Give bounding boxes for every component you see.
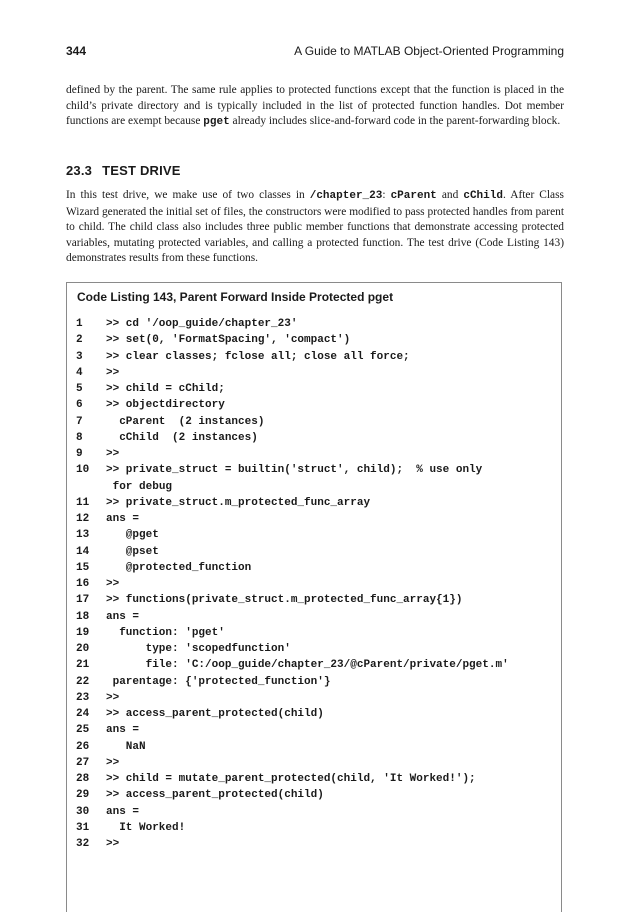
code-line (76, 706, 556, 722)
line-text: @protected_function (106, 561, 252, 574)
code-line (76, 722, 556, 738)
code-line (76, 544, 556, 560)
line-number: 24 (76, 708, 90, 720)
line-number: 19 (76, 626, 90, 639)
code-line (76, 641, 556, 657)
code-line (76, 804, 556, 820)
code-line (76, 381, 556, 397)
line-text: cParent (2 instances) (106, 415, 265, 428)
line-number: 18 (76, 610, 90, 623)
line-number: 2 (76, 334, 83, 347)
line-text: ans = (106, 805, 140, 818)
line-number: 28 (76, 773, 90, 785)
line-text: @pset (106, 545, 159, 558)
intro-paragraph (66, 83, 564, 131)
code-line (76, 739, 556, 755)
code-line (76, 674, 556, 690)
code-line (76, 560, 556, 576)
line-text: >> (106, 578, 120, 590)
code-line (76, 592, 556, 608)
line-text: >> (106, 691, 120, 704)
inline-code-cchild: cChild (463, 190, 503, 202)
code-line (76, 511, 556, 527)
code-line (76, 787, 556, 803)
line-text: >> (106, 756, 120, 769)
code-line (76, 836, 556, 852)
code-line (76, 316, 556, 332)
line-number: 29 (76, 789, 90, 802)
line-number: 13 (76, 529, 90, 542)
line-text: >> cd '/oop_guide/chapter_23' (106, 318, 298, 330)
line-number: 10 (76, 464, 90, 477)
test-drive-paragraph (66, 188, 564, 267)
line-text: >> access_parent_protected(child) (106, 708, 324, 720)
line-number: 20 (76, 643, 90, 655)
code-line (76, 609, 556, 625)
line-text: >> (106, 366, 120, 379)
td-text-1: In this test drive, we make use of two classes in (66, 189, 310, 201)
line-text: >> child = cChild; (106, 383, 225, 395)
line-text: @pget (106, 529, 159, 542)
line-text: >> child = mutate_parent_protected(child, 'It Worked!'); (106, 773, 476, 785)
code-line (76, 576, 556, 592)
line-number: 1 (76, 318, 83, 330)
line-text: >> private_struct = builtin('struct', child); % use only for debug (106, 464, 483, 493)
section-title: TEST DRIVE (102, 163, 181, 178)
code-line (76, 414, 556, 430)
line-number: 30 (76, 805, 90, 818)
line-number: 7 (76, 415, 83, 428)
line-text: >> private_struct.m_protected_func_array (106, 496, 371, 509)
code-line (76, 755, 556, 771)
line-text: It Worked! (106, 821, 186, 834)
line-number: 15 (76, 561, 90, 574)
line-text: >> functions(private_struct.m_protected_func_array{1}) (106, 594, 463, 607)
line-number: 6 (76, 399, 83, 412)
td-text-2: : (382, 189, 391, 201)
code-line (76, 495, 556, 511)
line-number: 12 (76, 513, 90, 525)
line-number: 8 (76, 431, 83, 444)
code-line (76, 462, 556, 495)
line-text: >> access_parent_protected(child) (106, 789, 324, 802)
line-number: 11 (76, 496, 90, 509)
line-number: 9 (76, 448, 83, 460)
line-text: >> clear classes; fclose all; close all force; (106, 350, 410, 363)
code-line (76, 349, 556, 365)
line-text: function: 'pget' (106, 626, 225, 639)
line-text: cChild (2 instances) (106, 431, 258, 444)
line-number: 23 (76, 691, 90, 704)
line-text: >> (106, 448, 120, 460)
line-number: 27 (76, 756, 90, 769)
code-line (76, 771, 556, 787)
line-number: 3 (76, 350, 83, 363)
intro-text-2: already includes slice-and-forward code in the parent-forwarding block. (229, 115, 561, 127)
line-text: ans = (106, 513, 140, 525)
td-text-3: and (436, 189, 464, 201)
line-text: parentage: {'protected_function'} (106, 675, 331, 688)
line-text: NaN (106, 740, 146, 753)
code-line (76, 397, 556, 413)
code-listing-title: Code Listing 143, Parent Forward Inside Protected pget (77, 290, 394, 304)
intro-text-1: defined by the parent. The same rule applies to protected functions except that the function is placed in the child’s private directory and is typically included in the list of protected function handles. Dot member functions are exempt because (66, 84, 564, 127)
line-text: >> objectdirectory (106, 399, 225, 412)
line-number: 26 (76, 740, 90, 753)
line-text: ans = (106, 724, 140, 737)
line-text: file: 'C:/oop_guide/chapter_23/@cParent/private/pget.m' (106, 659, 509, 672)
line-text: >> set(0, 'FormatSpacing', 'compact') (106, 334, 351, 347)
book-title: A Guide to MATLAB Object-Oriented Programming (294, 44, 564, 58)
section-heading (66, 163, 181, 178)
code-line (76, 332, 556, 348)
inline-code-cparent: cParent (390, 190, 437, 202)
line-text: >> (106, 838, 120, 850)
code-listing-box (66, 282, 562, 912)
line-number: 25 (76, 724, 90, 737)
inline-code-pget: pget (203, 116, 230, 128)
page-number: 344 (66, 44, 87, 58)
code-line (76, 820, 556, 836)
line-number: 16 (76, 578, 90, 590)
line-text: type: 'scopedfunction' (106, 643, 291, 655)
code-line (76, 446, 556, 462)
inline-code-directory: /chapter_23 (309, 190, 383, 202)
line-number: 21 (76, 659, 90, 672)
line-number: 5 (76, 383, 83, 395)
code-line (76, 365, 556, 381)
line-number: 22 (76, 675, 90, 688)
line-number: 32 (76, 838, 90, 850)
code-line (76, 657, 556, 673)
line-number: 4 (76, 366, 83, 379)
line-number: 31 (76, 821, 90, 834)
line-text: ans = (106, 610, 140, 623)
line-number: 17 (76, 594, 90, 607)
code-line (76, 625, 556, 641)
code-line (76, 690, 556, 706)
code-line (76, 430, 556, 446)
code-line (76, 527, 556, 543)
td-text-4: . After Class Wizard generated the initial set of files, the constructors were modified to pass protected handles from parent to child. The child class also includes three public member functions that demonstrate accessing protected variables, mutating protected variables, and calling a protected function. The test drive (Code Listing 143) demonstrates results from these functions. (66, 189, 564, 264)
line-number: 14 (76, 545, 90, 558)
code-lines (76, 316, 556, 852)
section-number: 23.3 (66, 163, 93, 178)
